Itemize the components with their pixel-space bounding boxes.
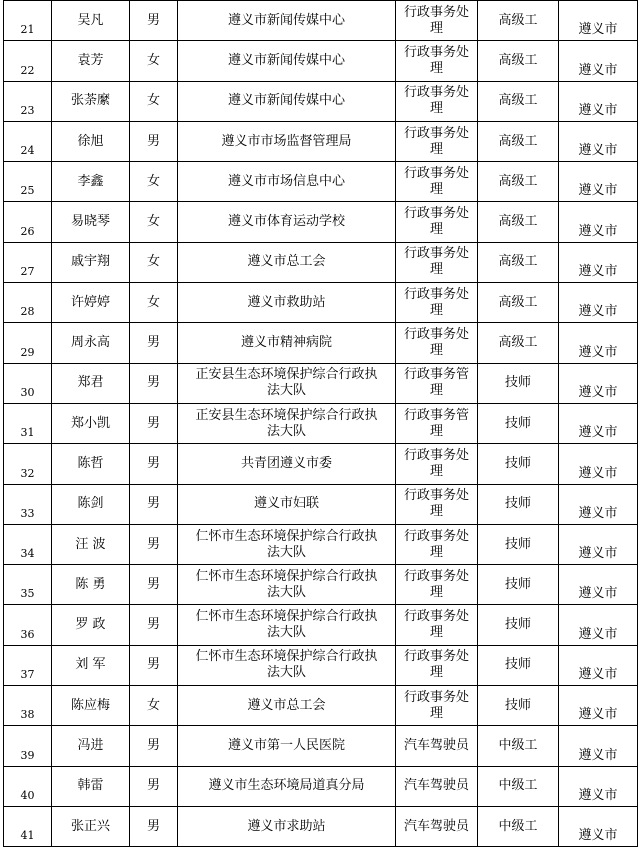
- table-row: [4, 645, 638, 685]
- city-cell: 遵义市: [559, 444, 638, 484]
- row-number-cell: 30: [4, 363, 52, 403]
- gender-cell: 男: [130, 806, 178, 846]
- table-row: [4, 444, 638, 484]
- skill-level-cell: 中级工: [478, 766, 559, 806]
- work-unit-cell: 仁怀市生态环境保护综合行政执法大队: [178, 645, 396, 685]
- work-unit-cell: 遵义市市场监督管理局: [178, 121, 396, 161]
- city-cell: 遵义市: [559, 686, 638, 726]
- name-cell: 张荼縻: [52, 81, 130, 121]
- work-unit-cell: 遵义市新闻传媒中心: [178, 81, 396, 121]
- work-unit-cell: 遵义市求助站: [178, 806, 396, 846]
- work-unit-cell: 遵义市新闻传媒中心: [178, 1, 396, 41]
- table-row: [4, 484, 638, 524]
- city-cell: 遵义市: [559, 484, 638, 524]
- job-type-cell: 行政事务处理: [396, 605, 478, 645]
- work-unit-cell: 仁怀市生态环境保护综合行政执法大队: [178, 605, 396, 645]
- table-row: [4, 41, 638, 81]
- name-cell: 徐旭: [52, 121, 130, 161]
- name-cell: 吴凡: [52, 1, 130, 41]
- gender-cell: 男: [130, 121, 178, 161]
- table-row: [4, 806, 638, 846]
- skill-level-cell: 技师: [478, 444, 559, 484]
- work-unit-cell: 共青团遵义市委: [178, 444, 396, 484]
- row-number-cell: 40: [4, 766, 52, 806]
- gender-cell: 男: [130, 524, 178, 564]
- skill-level-cell: 高级工: [478, 41, 559, 81]
- job-type-cell: 行政事务处理: [396, 202, 478, 242]
- skill-level-cell: 高级工: [478, 283, 559, 323]
- gender-cell: 女: [130, 81, 178, 121]
- skill-level-cell: 高级工: [478, 202, 559, 242]
- row-number-cell: 32: [4, 444, 52, 484]
- city-cell: 遵义市: [559, 726, 638, 766]
- name-cell: 戚宇翔: [52, 242, 130, 282]
- row-number-cell: 29: [4, 323, 52, 363]
- row-number-cell: 36: [4, 605, 52, 645]
- city-cell: 遵义市: [559, 766, 638, 806]
- skill-level-cell: 技师: [478, 565, 559, 605]
- row-number-cell: 37: [4, 645, 52, 685]
- job-type-cell: 行政事务处理: [396, 162, 478, 202]
- city-cell: 遵义市: [559, 363, 638, 403]
- row-number-cell: 23: [4, 81, 52, 121]
- table-row: [4, 162, 638, 202]
- skill-level-cell: 技师: [478, 686, 559, 726]
- city-cell: 遵义市: [559, 121, 638, 161]
- work-unit-cell: 遵义市新闻传媒中心: [178, 41, 396, 81]
- gender-cell: 男: [130, 323, 178, 363]
- row-number-cell: 24: [4, 121, 52, 161]
- gender-cell: 男: [130, 726, 178, 766]
- table-row: [4, 766, 638, 806]
- name-cell: 刘 军: [52, 645, 130, 685]
- skill-level-cell: 高级工: [478, 323, 559, 363]
- skill-level-cell: 技师: [478, 363, 559, 403]
- job-type-cell: 行政事务处理: [396, 323, 478, 363]
- work-unit-cell: 正安县生态环境保护综合行政执法大队: [178, 363, 396, 403]
- job-type-cell: 行政事务处理: [396, 645, 478, 685]
- job-type-cell: 行政事务处理: [396, 484, 478, 524]
- row-number-cell: 26: [4, 202, 52, 242]
- city-cell: 遵义市: [559, 605, 638, 645]
- skill-level-cell: 高级工: [478, 162, 559, 202]
- city-cell: 遵义市: [559, 323, 638, 363]
- row-number-cell: 22: [4, 41, 52, 81]
- row-number-cell: 25: [4, 162, 52, 202]
- gender-cell: 女: [130, 41, 178, 81]
- row-number-cell: 27: [4, 242, 52, 282]
- name-cell: 韩雷: [52, 766, 130, 806]
- work-unit-cell: 仁怀市生态环境保护综合行政执法大队: [178, 565, 396, 605]
- work-unit-cell: 遵义市体育运动学校: [178, 202, 396, 242]
- city-cell: 遵义市: [559, 81, 638, 121]
- name-cell: 张正兴: [52, 806, 130, 846]
- job-type-cell: 行政事务管理: [396, 363, 478, 403]
- roster-body: [4, 1, 638, 847]
- job-type-cell: 行政事务处理: [396, 242, 478, 282]
- work-unit-cell: 遵义市总工会: [178, 242, 396, 282]
- skill-level-cell: 中级工: [478, 806, 559, 846]
- job-type-cell: 行政事务处理: [396, 81, 478, 121]
- row-number-cell: 28: [4, 283, 52, 323]
- skill-level-cell: 高级工: [478, 81, 559, 121]
- job-type-cell: 行政事务处理: [396, 565, 478, 605]
- row-number-cell: 31: [4, 403, 52, 443]
- table-row: [4, 1, 638, 41]
- gender-cell: 男: [130, 1, 178, 41]
- city-cell: 遵义市: [559, 1, 638, 41]
- name-cell: 郑君: [52, 363, 130, 403]
- city-cell: 遵义市: [559, 283, 638, 323]
- table-row: [4, 363, 638, 403]
- row-number-cell: 21: [4, 1, 52, 41]
- gender-cell: 女: [130, 202, 178, 242]
- name-cell: 冯进: [52, 726, 130, 766]
- row-number-cell: 38: [4, 686, 52, 726]
- gender-cell: 男: [130, 403, 178, 443]
- skill-level-cell: 技师: [478, 403, 559, 443]
- name-cell: 汪 波: [52, 524, 130, 564]
- gender-cell: 男: [130, 605, 178, 645]
- name-cell: 李鑫: [52, 162, 130, 202]
- table-row: [4, 121, 638, 161]
- gender-cell: 女: [130, 283, 178, 323]
- work-unit-cell: 正安县生态环境保护综合行政执法大队: [178, 403, 396, 443]
- row-number-cell: 34: [4, 524, 52, 564]
- gender-cell: 男: [130, 565, 178, 605]
- name-cell: 罗 政: [52, 605, 130, 645]
- skill-level-cell: 高级工: [478, 242, 559, 282]
- table-row: [4, 242, 638, 282]
- job-type-cell: 行政事务处理: [396, 444, 478, 484]
- job-type-cell: 汽车驾驶员: [396, 806, 478, 846]
- skill-level-cell: 技师: [478, 605, 559, 645]
- work-unit-cell: 遵义市精神病院: [178, 323, 396, 363]
- name-cell: 易晓琴: [52, 202, 130, 242]
- city-cell: 遵义市: [559, 806, 638, 846]
- work-unit-cell: 遵义市第一人民医院: [178, 726, 396, 766]
- gender-cell: 女: [130, 686, 178, 726]
- name-cell: 周永高: [52, 323, 130, 363]
- table-row: [4, 524, 638, 564]
- job-type-cell: 行政事务处理: [396, 41, 478, 81]
- work-unit-cell: 遵义市总工会: [178, 686, 396, 726]
- row-number-cell: 39: [4, 726, 52, 766]
- name-cell: 陈哲: [52, 444, 130, 484]
- table-row: [4, 565, 638, 605]
- table-row: [4, 323, 638, 363]
- gender-cell: 女: [130, 162, 178, 202]
- city-cell: 遵义市: [559, 524, 638, 564]
- city-cell: 遵义市: [559, 645, 638, 685]
- name-cell: 陈剑: [52, 484, 130, 524]
- table-row: [4, 202, 638, 242]
- table-row: [4, 686, 638, 726]
- roster-table: [3, 0, 638, 847]
- table-row: [4, 605, 638, 645]
- gender-cell: 男: [130, 645, 178, 685]
- skill-level-cell: 高级工: [478, 1, 559, 41]
- gender-cell: 男: [130, 444, 178, 484]
- job-type-cell: 行政事务处理: [396, 121, 478, 161]
- city-cell: 遵义市: [559, 162, 638, 202]
- job-type-cell: 行政事务处理: [396, 1, 478, 41]
- skill-level-cell: 高级工: [478, 121, 559, 161]
- skill-level-cell: 技师: [478, 524, 559, 564]
- job-type-cell: 汽车驾驶员: [396, 766, 478, 806]
- job-type-cell: 汽车驾驶员: [396, 726, 478, 766]
- gender-cell: 女: [130, 242, 178, 282]
- gender-cell: 男: [130, 766, 178, 806]
- city-cell: 遵义市: [559, 242, 638, 282]
- work-unit-cell: 遵义市妇联: [178, 484, 396, 524]
- job-type-cell: 行政事务处理: [396, 283, 478, 323]
- table-row: [4, 403, 638, 443]
- city-cell: 遵义市: [559, 202, 638, 242]
- skill-level-cell: 中级工: [478, 726, 559, 766]
- skill-level-cell: 技师: [478, 645, 559, 685]
- job-type-cell: 行政事务处理: [396, 686, 478, 726]
- work-unit-cell: 遵义市救助站: [178, 283, 396, 323]
- name-cell: 许婷婷: [52, 283, 130, 323]
- row-number-cell: 41: [4, 806, 52, 846]
- name-cell: 袁芳: [52, 41, 130, 81]
- table-row: [4, 81, 638, 121]
- row-number-cell: 35: [4, 565, 52, 605]
- city-cell: 遵义市: [559, 41, 638, 81]
- gender-cell: 男: [130, 363, 178, 403]
- work-unit-cell: 仁怀市生态环境保护综合行政执法大队: [178, 524, 396, 564]
- skill-level-cell: 技师: [478, 484, 559, 524]
- name-cell: 郑小凯: [52, 403, 130, 443]
- gender-cell: 男: [130, 484, 178, 524]
- job-type-cell: 行政事务处理: [396, 524, 478, 564]
- name-cell: 陈 勇: [52, 565, 130, 605]
- table-row: [4, 726, 638, 766]
- work-unit-cell: 遵义市市场信息中心: [178, 162, 396, 202]
- row-number-cell: 33: [4, 484, 52, 524]
- job-type-cell: 行政事务管理: [396, 403, 478, 443]
- city-cell: 遵义市: [559, 565, 638, 605]
- city-cell: 遵义市: [559, 403, 638, 443]
- work-unit-cell: 遵义市生态环境局道真分局: [178, 766, 396, 806]
- table-row: [4, 283, 638, 323]
- name-cell: 陈应梅: [52, 686, 130, 726]
